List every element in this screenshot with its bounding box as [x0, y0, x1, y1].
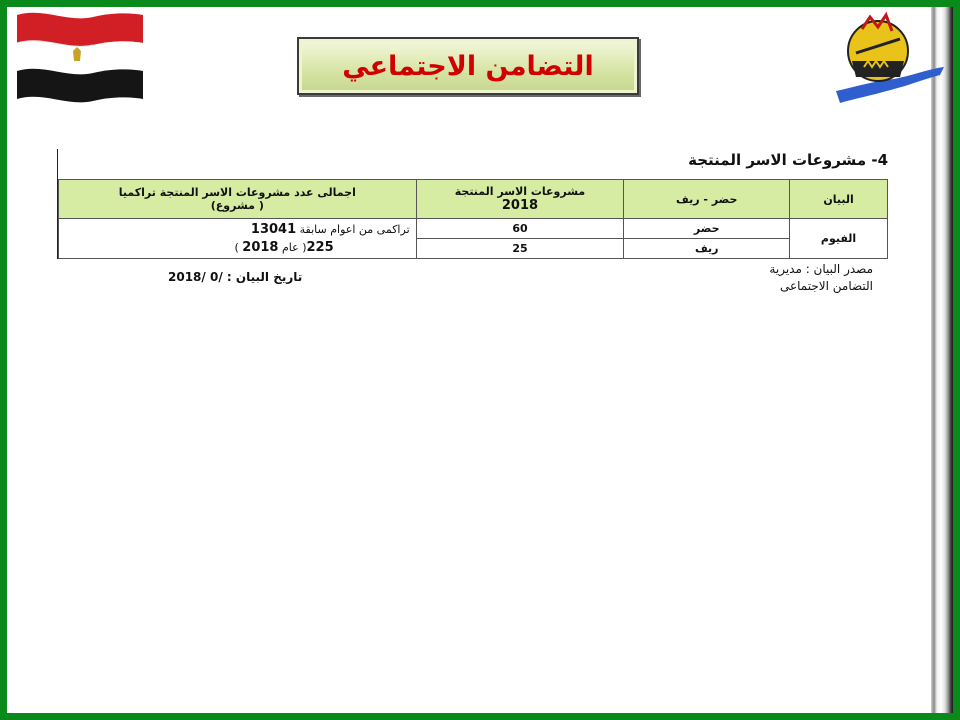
cumulative-cell	[59, 219, 417, 259]
header-urban-rural: حضر - ريف	[624, 180, 790, 219]
cumulative-prev-value: 13041	[250, 221, 297, 237]
cumulative-line1	[65, 221, 410, 239]
section-heading: 4- مشروعات الاسر المنتجة	[688, 151, 888, 169]
cumulative-year-value: 225	[306, 239, 334, 255]
type-cell-urban: حضر	[624, 219, 790, 239]
header-label: البيان	[790, 180, 888, 219]
cumulative-prev-label: تراكمى من اعوام سابقة	[299, 222, 410, 236]
cumulative-year-label: ( عام	[281, 240, 307, 254]
cumulative-year-close: )	[234, 240, 239, 254]
data-date: تاريخ البيان : /0 /2018	[168, 270, 303, 284]
slide-title: التضامن الاجتماعي	[342, 50, 594, 82]
table-header-row	[59, 180, 888, 219]
value-cell-rural: 25	[416, 239, 624, 259]
header-total	[59, 180, 417, 219]
governorate-logo-icon	[834, 9, 946, 105]
cumulative-year: 2018	[242, 239, 279, 255]
header-projects-line1: مشروعات الاسر المنتجة	[454, 185, 586, 198]
region-cell: الفيوم	[790, 219, 888, 259]
egypt-flag-icon	[13, 9, 146, 104]
cumulative-line2	[65, 239, 410, 257]
type-cell-rural: ريف	[624, 239, 790, 259]
slide-title-box	[297, 37, 639, 95]
film-strip-decoration	[931, 7, 953, 713]
header-total-line1: اجمالى عدد مشروعات الاسر المنتجة تراكميا	[118, 186, 356, 199]
productive-families-table	[58, 179, 888, 259]
value-cell-urban: 60	[416, 219, 624, 239]
data-source: مصدر البيان : مديرية التضامن الاجتماعى	[769, 262, 873, 293]
table-row	[59, 219, 888, 239]
header-projects-year: 2018	[501, 198, 539, 213]
header-projects	[416, 180, 624, 219]
header-total-line2: ( مشروع)	[210, 199, 264, 212]
